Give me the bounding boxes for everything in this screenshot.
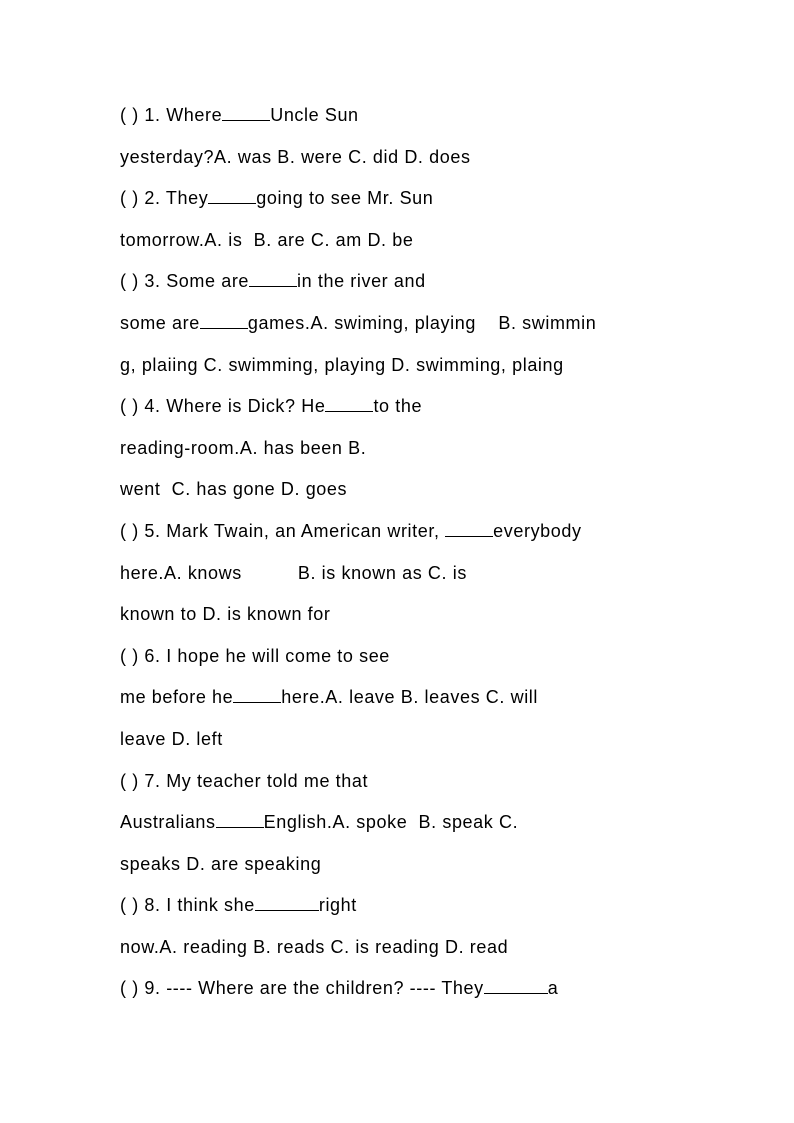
line-text: ( ) 6. I hope he will come to see xyxy=(120,645,390,666)
text-line xyxy=(120,968,680,1010)
line-text: speaks D. are speaking xyxy=(120,853,322,874)
line-text: English.A. spoke B. speak C. xyxy=(263,812,519,833)
text-line xyxy=(120,469,680,511)
line-text: reading-room.A. has been B. xyxy=(120,437,367,458)
line-text: leave D. left xyxy=(120,728,223,749)
answer-blank xyxy=(445,518,493,537)
text-line xyxy=(120,303,680,345)
line-text: Uncle Sun xyxy=(270,105,359,125)
answer-blank xyxy=(233,684,281,703)
line-text: went C. has gone D. goes xyxy=(120,479,348,500)
text-line xyxy=(120,261,680,303)
line-text: ( ) 9. ---- Where are the children? ---- They xyxy=(120,978,484,999)
line-text: ( ) 7. My teacher told me that xyxy=(120,770,369,791)
text-line xyxy=(120,927,680,969)
text-line xyxy=(120,95,680,137)
text-line xyxy=(120,178,680,220)
line-text: ( ) 2. They xyxy=(120,188,209,209)
text-line xyxy=(120,594,680,636)
text-line xyxy=(120,220,680,262)
line-text: now.A. reading B. reads C. is reading D. read xyxy=(120,936,509,957)
line-text: in the river and xyxy=(297,271,426,292)
text-line xyxy=(120,428,680,470)
line-text: right xyxy=(318,895,357,916)
line-text: a xyxy=(547,978,559,999)
answer-blank xyxy=(208,185,256,204)
answer-blank xyxy=(249,268,297,287)
line-text: everybody xyxy=(493,520,582,541)
answer-blank xyxy=(255,892,319,911)
text-line xyxy=(120,885,680,927)
text-line xyxy=(120,802,680,844)
text-line xyxy=(120,345,680,387)
line-text: ( ) 1. Where xyxy=(120,105,223,125)
answer-blank xyxy=(200,310,248,329)
line-text: here.A. leave B. leaves C. will xyxy=(281,687,538,708)
text-line xyxy=(120,636,680,678)
text-line xyxy=(120,137,680,179)
line-text: games.A. swiming, playing B. swimmin xyxy=(247,312,597,333)
line-text: Australians xyxy=(120,812,216,833)
text-line xyxy=(120,511,680,553)
line-text: ( ) 8. I think she xyxy=(120,895,255,916)
text-line xyxy=(120,386,680,428)
text-line xyxy=(120,553,680,595)
text-line xyxy=(120,844,680,886)
line-text: going to see Mr. Sun xyxy=(256,188,434,209)
text-line xyxy=(120,677,680,719)
answer-blank xyxy=(222,102,270,121)
answer-blank xyxy=(325,393,373,412)
answer-blank xyxy=(484,975,548,994)
line-text: known to D. is known for xyxy=(120,604,331,625)
exercise-text xyxy=(120,95,680,1010)
line-text: ( ) 4. Where is Dick? He xyxy=(120,396,326,417)
text-line xyxy=(120,719,680,761)
line-text: g, plaiing C. swimming, playing D. swimming, plaing xyxy=(120,354,564,375)
line-text: yesterday?A. was B. were C. did D. does xyxy=(120,146,471,167)
line-text: here.A. knows B. is known as C. is xyxy=(120,562,467,583)
line-text: some are xyxy=(120,312,200,333)
line-text: to the xyxy=(373,396,423,417)
line-text: me before he xyxy=(120,687,234,708)
line-text: ( ) 3. Some are xyxy=(120,271,250,292)
text-line xyxy=(120,761,680,803)
line-text: tomorrow.A. is B. are C. am D. be xyxy=(120,229,414,250)
answer-blank xyxy=(216,809,264,828)
line-text: ( ) 5. Mark Twain, an American writer, xyxy=(120,520,446,541)
